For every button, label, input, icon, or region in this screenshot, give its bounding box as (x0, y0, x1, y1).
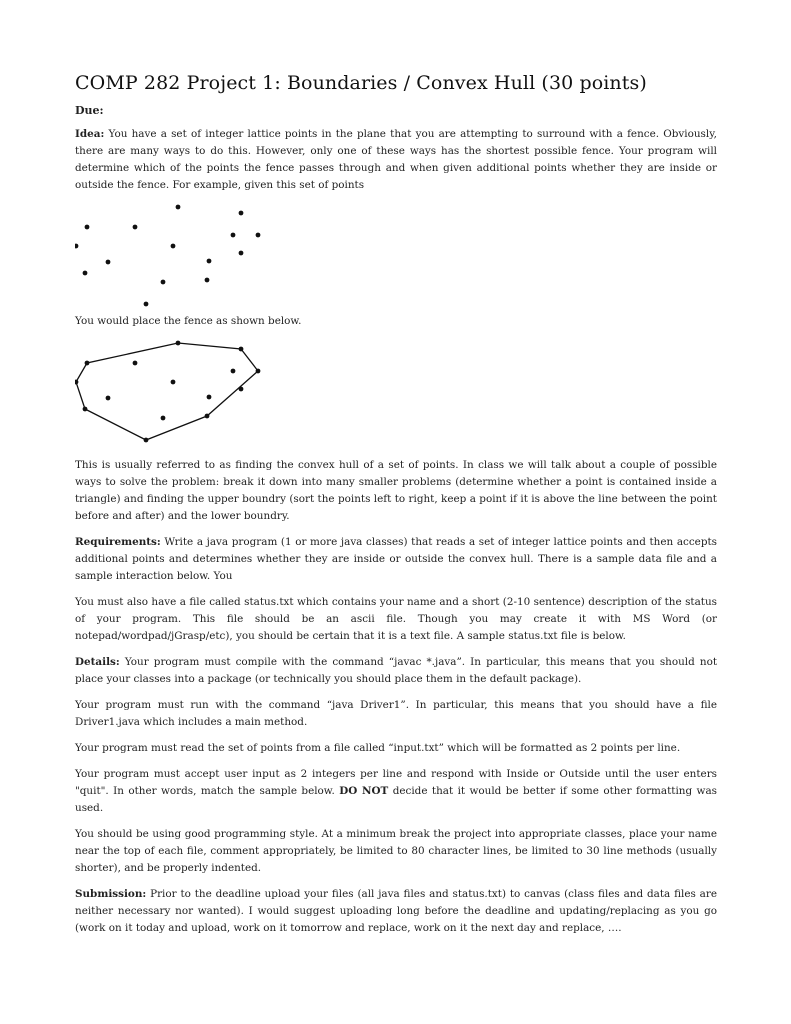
lattice-point-15 (144, 302, 149, 307)
convex-hull-plot (75, 334, 717, 446)
input-paragraph: Your program must read the set of points from a file called “input.txt” which will be formatted as 2 points per line. (75, 742, 681, 754)
lattice-point-9 (239, 387, 244, 392)
lattice-point-10 (106, 260, 111, 265)
idea-text: You have a set of integer lattice points in the plane that you are attempting to surround with a fence. Obviously, there are many ways to do this. However, only one of these ways has the shortest possible fence. Your program will determine which of the points the fence passes through and when given additional points whether they are inside or outside the fence. For example, given this set of points (75, 128, 717, 191)
lattice-point-2 (239, 211, 244, 216)
requirements-paragraph (75, 534, 717, 585)
details-lead: Details: (75, 656, 120, 668)
lattice-point-3 (85, 225, 90, 230)
requirements-lead: Requirements: (75, 536, 161, 548)
requirements-text: Write a java program (1 or more java classes) that reads a set of integer lattice points and then accepts additional points and determines whether they are inside or outside the convex hull. There is a sample data file and a sample interaction below. You (75, 536, 717, 582)
due-label: Due: (75, 104, 104, 117)
idea-paragraph (75, 126, 717, 194)
accept-text-after: decide that it would be better if some other formatting was used. (75, 785, 717, 814)
lattice-point-7 (75, 244, 78, 249)
hull-paragraph: This is usually referred to as finding the convex hull of a set of points. In class we will talk about a couple of possible ways to solve the problem: break it down into many smaller problems (determine whether a point is contained inside a triangle) and finding the upper boundry (sort the points left to right, keep a point if it is above the line between the point before and after) and the lower boundry. (75, 459, 717, 522)
status-paragraph: You must also have a file called status.txt which contains your name and a short (2-10 sentence) description of the status of your program. This file should be an ascii file. Though you may create it with MS Word (or notepad/wordpad/jGrasp/etc), you should be certain that it is a text file. A sample status.txt file is below. (75, 596, 717, 642)
lattice-point-15 (144, 438, 149, 443)
lattice-point-5 (231, 369, 236, 374)
lattice-point-8 (171, 380, 176, 385)
lattice-point-1 (176, 341, 181, 346)
point-set-plot (75, 196, 717, 311)
lattice-point-1 (176, 205, 181, 210)
convex-hull-figure (75, 334, 717, 446)
lattice-point-6 (256, 233, 261, 238)
lattice-point-13 (161, 416, 166, 421)
lattice-point-13 (161, 280, 166, 285)
lattice-point-12 (207, 395, 212, 400)
lattice-point-11 (83, 271, 88, 276)
submission-paragraph (75, 886, 717, 937)
details-text: Your program must compile with the command “javac *.java”. In particular, this means that you should not place your classes into a package (or technically you should place them in the default package). (75, 656, 717, 685)
idea-lead: Idea: (75, 128, 105, 140)
style-paragraph: You should be using good programming style. At a minimum break the project into appropriate classes, place your name near the top of each file, comment appropriately, be limited to 80 character lines, be limited to 30 line methods (usually shorter), and be properly indented. (75, 828, 717, 874)
document-page (75, 70, 717, 937)
point-set-figure (75, 196, 717, 311)
lattice-point-6 (256, 369, 261, 374)
lattice-point-3 (85, 361, 90, 366)
lattice-point-14 (205, 414, 210, 419)
lattice-point-2 (239, 347, 244, 352)
page-title: COMP 282 Project 1: Boundaries / Convex Hull (30 points) (75, 72, 647, 94)
details-paragraph (75, 654, 717, 688)
accept-text-before: Your program must accept user input as 2 integers per line and respond with Inside or Outside until the user enters "quit". In other words, match the sample below. (75, 768, 717, 797)
lattice-point-14 (205, 278, 210, 283)
submission-text: Prior to the deadline upload your files (all java files and status.txt) to canvas (class files and data files are neither necessary nor wanted). I would suggest uploading long before the deadline and updating/replacing as you go (work on it today and upload, work on it tomorrow and replace, work on it the next day and replace, …. (75, 888, 717, 934)
lattice-point-10 (106, 396, 111, 401)
accept-paragraph (75, 766, 717, 817)
lattice-point-5 (231, 233, 236, 238)
lattice-point-4 (133, 361, 138, 366)
run-paragraph: Your program must run with the command “java Driver1”. In particular, this means that you should have a file Driver1.java which includes a main method. (75, 699, 717, 728)
lattice-point-7 (75, 380, 78, 385)
lattice-point-9 (239, 251, 244, 256)
submission-lead: Submission: (75, 888, 147, 900)
lattice-point-4 (133, 225, 138, 230)
lattice-point-8 (171, 244, 176, 249)
figure-caption: You would place the fence as shown below. (75, 315, 302, 327)
accept-emphasis: DO NOT (339, 785, 389, 797)
convex-hull-fence (76, 343, 258, 440)
lattice-point-11 (83, 407, 88, 412)
lattice-point-12 (207, 259, 212, 264)
